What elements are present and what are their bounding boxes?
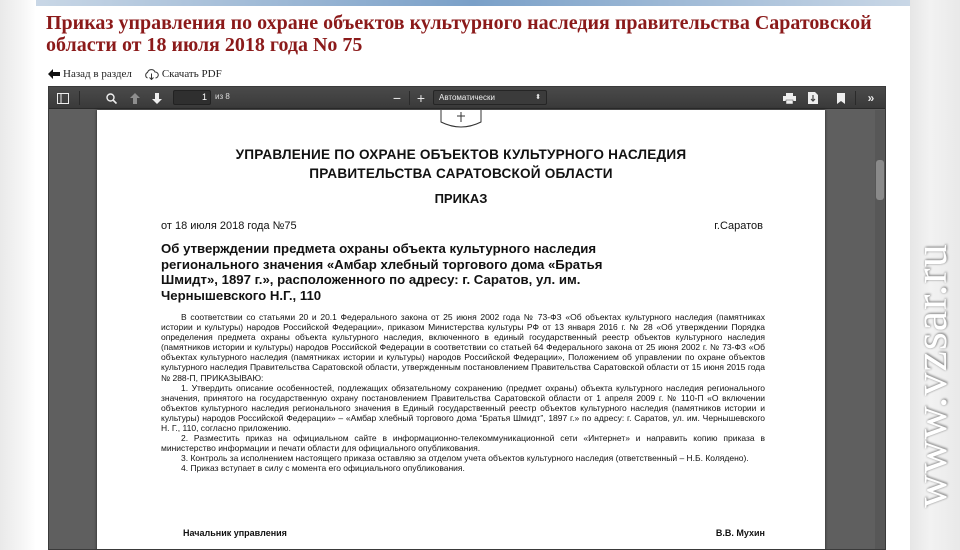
chevron-down-icon: ⬍ <box>535 94 541 101</box>
download-icon[interactable] <box>805 90 821 106</box>
zoom-out-button[interactable]: − <box>392 90 402 106</box>
tools-icon[interactable]: » <box>867 91 875 105</box>
body-paragraph: 4. Приказ вступает в силу с момента его официального опубликования. <box>181 463 465 474</box>
arrow-up-icon[interactable] <box>127 90 143 106</box>
coat-of-arms-icon <box>439 110 483 128</box>
pdf-scroll-area[interactable] <box>49 110 886 550</box>
pdf-page <box>97 110 825 550</box>
toolbar-separator <box>79 91 80 105</box>
pdf-viewer <box>48 86 886 550</box>
document-subject: Об утверждении предмета охраны объекта культурного наследия регионального значения «Амбар хлебный торгового дома «Братья Шмидт», 1897 г.», расположенного по адресу: г. Саратов, ул. им. Чернышевского Н.Г., 110 <box>161 241 603 303</box>
body-paragraph: В соответствии со статьями 20 и 20.1 Федерального закона от 25 июня 2002 года № 73-ФЗ «Об объектах культурного наследия (памятниках истории и культуры) народов Российской Федерации», приказом Министерства культуры РФ от 13 января 2016 г. № 28 «Об утверждении Порядка определения предмета охраны объекта культурного наследия, включенного в единый государственный реестр объектов культурного наследия (памятников истории и культуры) народов Российской Федерации в соответствии со статьей 64 Федерального закона от 25 июня 2002 г. № 73-ФЗ «Об объектах культурного наследия (памятниках истории и культуры) народов Российской Федерации», Положением об управлении по охране объектов культурного наследия Правительства Саратовской области, утвержденным постановлением Правительства Саратовской области от 15 июня 2015 года № 288-П, ПРИКАЗЫВАЮ: <box>161 312 765 383</box>
signature-position: Начальник управления <box>183 528 287 538</box>
document-body <box>161 312 765 474</box>
document-type: ПРИКАЗ <box>434 191 488 206</box>
toolbar-separator <box>409 91 410 105</box>
pdf-scrollbar[interactable] <box>875 110 885 550</box>
page-actions <box>48 68 222 80</box>
page-count: из 8 <box>215 92 230 101</box>
back-to-section-link[interactable] <box>48 68 132 80</box>
zoom-select-value: Автоматически <box>439 93 495 102</box>
cloud-download-icon <box>144 69 159 80</box>
pdf-toolbar <box>49 87 886 109</box>
top-banner-strip <box>36 0 910 6</box>
bookmark-icon[interactable] <box>833 90 849 106</box>
scrollbar-thumb[interactable] <box>876 160 884 200</box>
document-date: от 18 июля 2018 года №75 <box>161 220 297 232</box>
zoom-in-button[interactable]: + <box>416 90 426 106</box>
body-paragraph: 3. Контроль за исполнением настоящего приказа оставляю за отделом учета объектов культурного наследия (ответственный – Н.Б. Колядено). <box>181 453 749 464</box>
zoom-select[interactable] <box>433 90 547 105</box>
page-title: Приказ управления по охране объектов культурного наследия правительства Саратовской области от 18 июля 2018 года No 75 <box>46 12 872 56</box>
toolbar-separator <box>855 91 856 105</box>
arrow-down-icon[interactable] <box>149 90 165 106</box>
left-page-margin <box>0 0 36 550</box>
body-paragraph: 1. Утвердить описание особенностей, подлежащих обязательному сохранению (предмет охраны) объекта культурного наследия регионального значения, принятого на государственную охрану постановлением Правительства Саратовской области от 1 апреля 2009 г. № 110-П «О включении объектов культурного наследия регионального значения в Единый государственный реестр объектов культурного наследия (памятников истории и культуры) народов Российской Федерации» – «Амбар хлебный торгового дома “Братья Шмидт”, 1897 г.» по адресу: г. Саратов, ул. им. Чернышевского Н. Г., 110, согласно приложению. <box>161 382 765 434</box>
organization-line-1: УПРАВЛЕНИЕ ПО ОХРАНЕ ОБЪЕКТОВ КУЛЬТУРНОГО НАСЛЕДИЯ <box>235 147 687 162</box>
download-link-label: Скачать PDF <box>161 68 222 80</box>
page-number-input[interactable]: 1 <box>173 90 211 105</box>
sidebar-toggle-icon[interactable] <box>55 90 71 106</box>
search-icon[interactable] <box>103 90 119 106</box>
organization-line-2: ПРАВИТЕЛЬСТВА САРАТОВСКОЙ ОБЛАСТИ <box>309 166 613 181</box>
organization-header <box>97 145 825 183</box>
watermark: www.vzsar.ru <box>904 242 956 508</box>
signature-name: В.В. Мухин <box>715 528 765 538</box>
back-link-label: Назад в раздел <box>63 68 132 80</box>
document-city: г.Саратов <box>714 220 763 232</box>
body-paragraph: 2. Разместить приказ на официальном сайте в информационно-телекоммуникационной сети «Интернет» и направить копию приказа в министерство информации и печати области для официального опубликования. <box>161 433 765 454</box>
print-icon[interactable] <box>781 90 797 106</box>
arrow-left-icon <box>48 69 60 79</box>
download-pdf-link[interactable] <box>144 68 222 80</box>
